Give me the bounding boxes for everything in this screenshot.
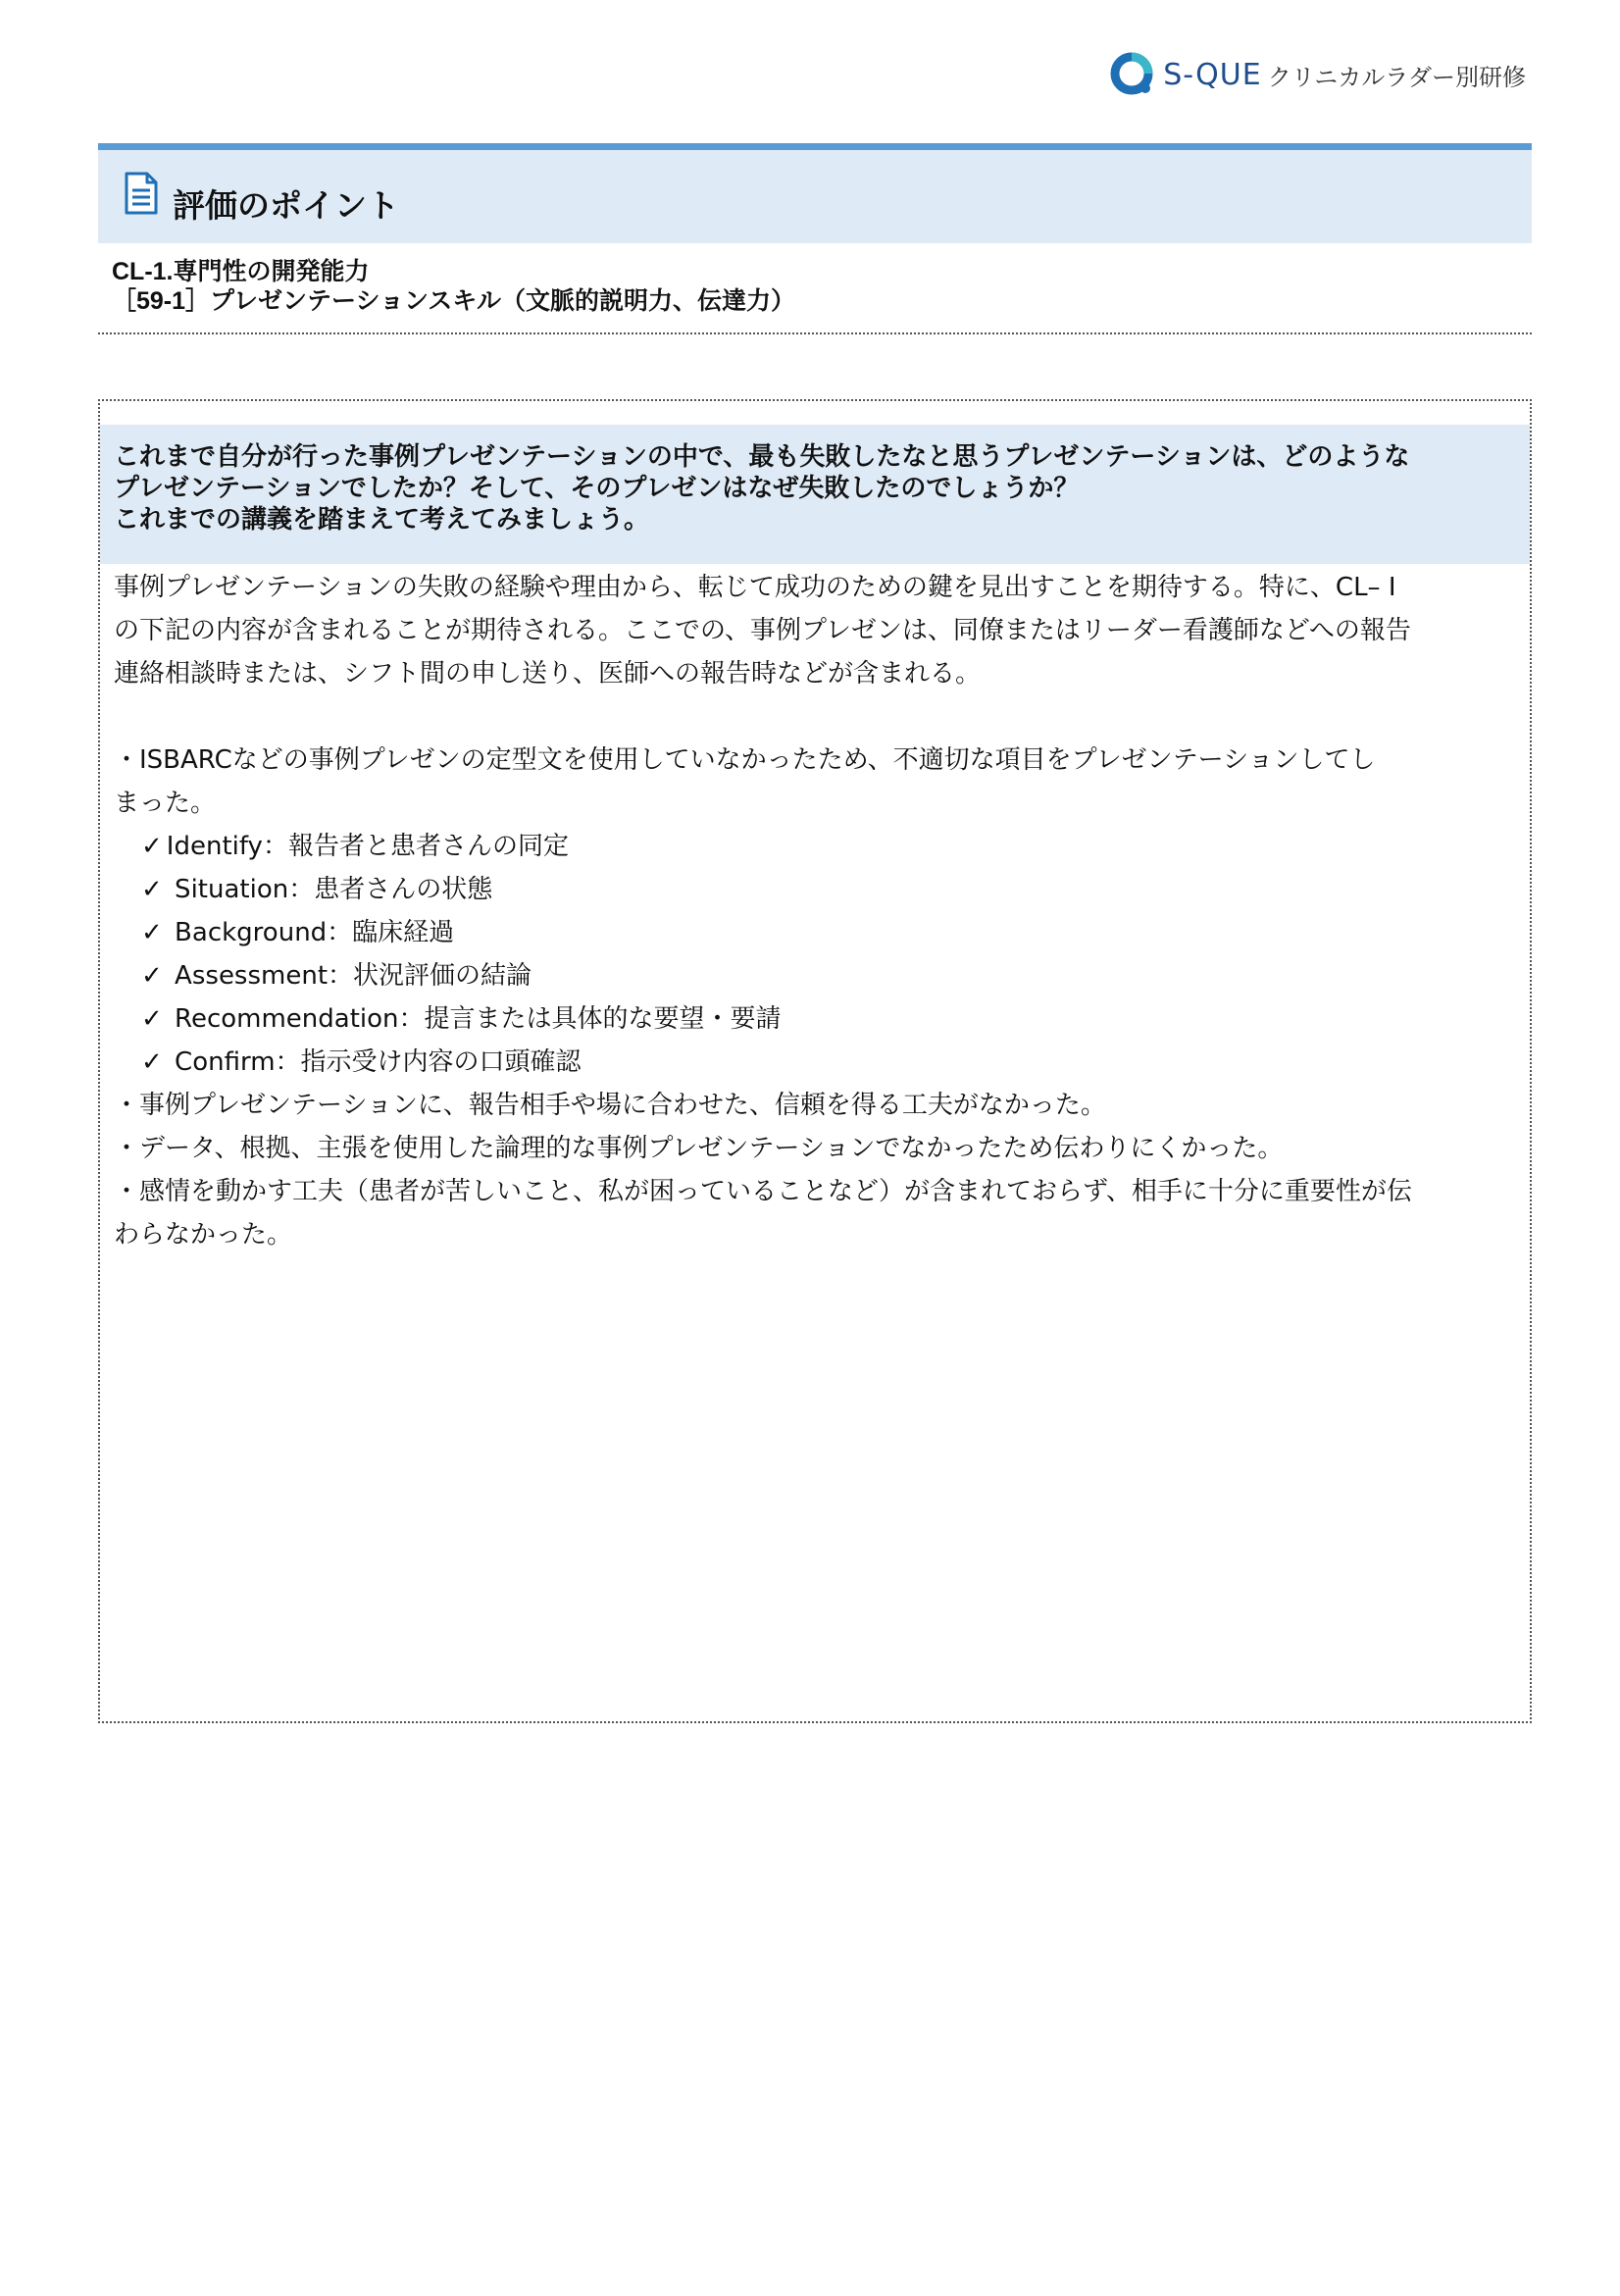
check-icon: ✓ bbox=[141, 961, 163, 991]
question-line: これまで自分が行った事例プレゼンテーションの中で、最も失敗したなと思うプレゼンテーションは、どのような bbox=[114, 441, 1410, 471]
isbarc-item bbox=[114, 911, 1520, 954]
answer-point: ・感情を動かす工夫（患者が苦しいこと、私が困っていることなど）が含まれておらず、相手に十分に重要性が伝 bbox=[114, 1177, 1412, 1206]
question-line: プレゼンテーションでしたか？そして、そのプレゼンはなぜ失敗したのでしょうか？ bbox=[114, 473, 1080, 502]
competency-subtitle bbox=[112, 257, 1532, 316]
section-header bbox=[98, 143, 1532, 243]
check-icon: ✓ bbox=[141, 832, 163, 861]
answer-point-continued: まった。 bbox=[114, 789, 217, 818]
competency-item: ［59-1］プレゼンテーションスキル（文脈的説明力、伝達力） bbox=[112, 287, 796, 315]
logo-name: S-QUE bbox=[1163, 57, 1262, 92]
isbarc-item-label: Situation：患者さんの状態 bbox=[166, 875, 493, 904]
isbarc-item bbox=[114, 825, 1520, 868]
answer-intro-line: の下記の内容が含まれることが期待される。ここでの、事例プレゼンは、同僚またはリーダー看護師などへの報告 bbox=[114, 616, 1411, 645]
answer-point: ・データ、根拠、主張を使用した論理的な事例プレゼンテーションでなかったため伝わりにくかった。 bbox=[114, 1134, 1284, 1163]
check-icon: ✓ bbox=[141, 875, 163, 904]
check-icon: ✓ bbox=[141, 1004, 163, 1034]
logo-ring-icon bbox=[1108, 50, 1157, 99]
document-icon bbox=[124, 171, 159, 216]
isbarc-item bbox=[114, 954, 1520, 997]
evaluation-answer bbox=[114, 566, 1520, 1256]
isbarc-item bbox=[114, 868, 1520, 911]
question-line: これまでの講義を踏まえて考えてみましょう。 bbox=[114, 504, 650, 534]
question-prompt bbox=[100, 425, 1530, 564]
answer-intro-line: 連絡相談時または、シフト間の申し送り、医師への報告時などが含まれる。 bbox=[114, 659, 982, 689]
page-title: 評価のポイント bbox=[173, 186, 399, 225]
answer-point-continued: わらなかった。 bbox=[114, 1220, 293, 1250]
isbarc-item bbox=[114, 1041, 1520, 1084]
logo-subtitle: クリニカルラダー別研修 bbox=[1267, 63, 1526, 91]
subtitle-divider bbox=[98, 332, 1532, 334]
answer-point: ・ISBARCなどの事例プレゼンの定型文を使用していなかったため、不適切な項目をプレゼンテーションしてし bbox=[114, 745, 1376, 775]
isbarc-item-label: Recommendation：提言または具体的な要望・要請 bbox=[166, 1004, 782, 1034]
evaluation-box bbox=[98, 399, 1532, 1723]
isbarc-item bbox=[114, 997, 1520, 1041]
competency-category: CL-1.専門性の開発能力 bbox=[112, 258, 370, 285]
paragraph-spacer bbox=[114, 695, 1520, 739]
answer-point: ・事例プレゼンテーションに、報告相手や場に合わせた、信頼を得る工夫がなかった。 bbox=[114, 1091, 1106, 1120]
answer-intro-line: 事例プレゼンテーションの失敗の経験や理由から、転じて成功のための鍵を見出すことを期待する。特に、CL– I bbox=[114, 573, 1396, 602]
check-icon: ✓ bbox=[141, 918, 163, 947]
isbarc-item-label: Confirm：指示受け内容の口頭確認 bbox=[166, 1047, 582, 1077]
brand-logo bbox=[1108, 47, 1526, 102]
check-icon: ✓ bbox=[141, 1047, 163, 1077]
isbarc-item-label: Identify：報告者と患者さんの同定 bbox=[166, 832, 569, 861]
isbarc-item-label: Background：臨床経過 bbox=[166, 918, 455, 947]
isbarc-item-label: Assessment：状況評価の結論 bbox=[166, 961, 532, 991]
